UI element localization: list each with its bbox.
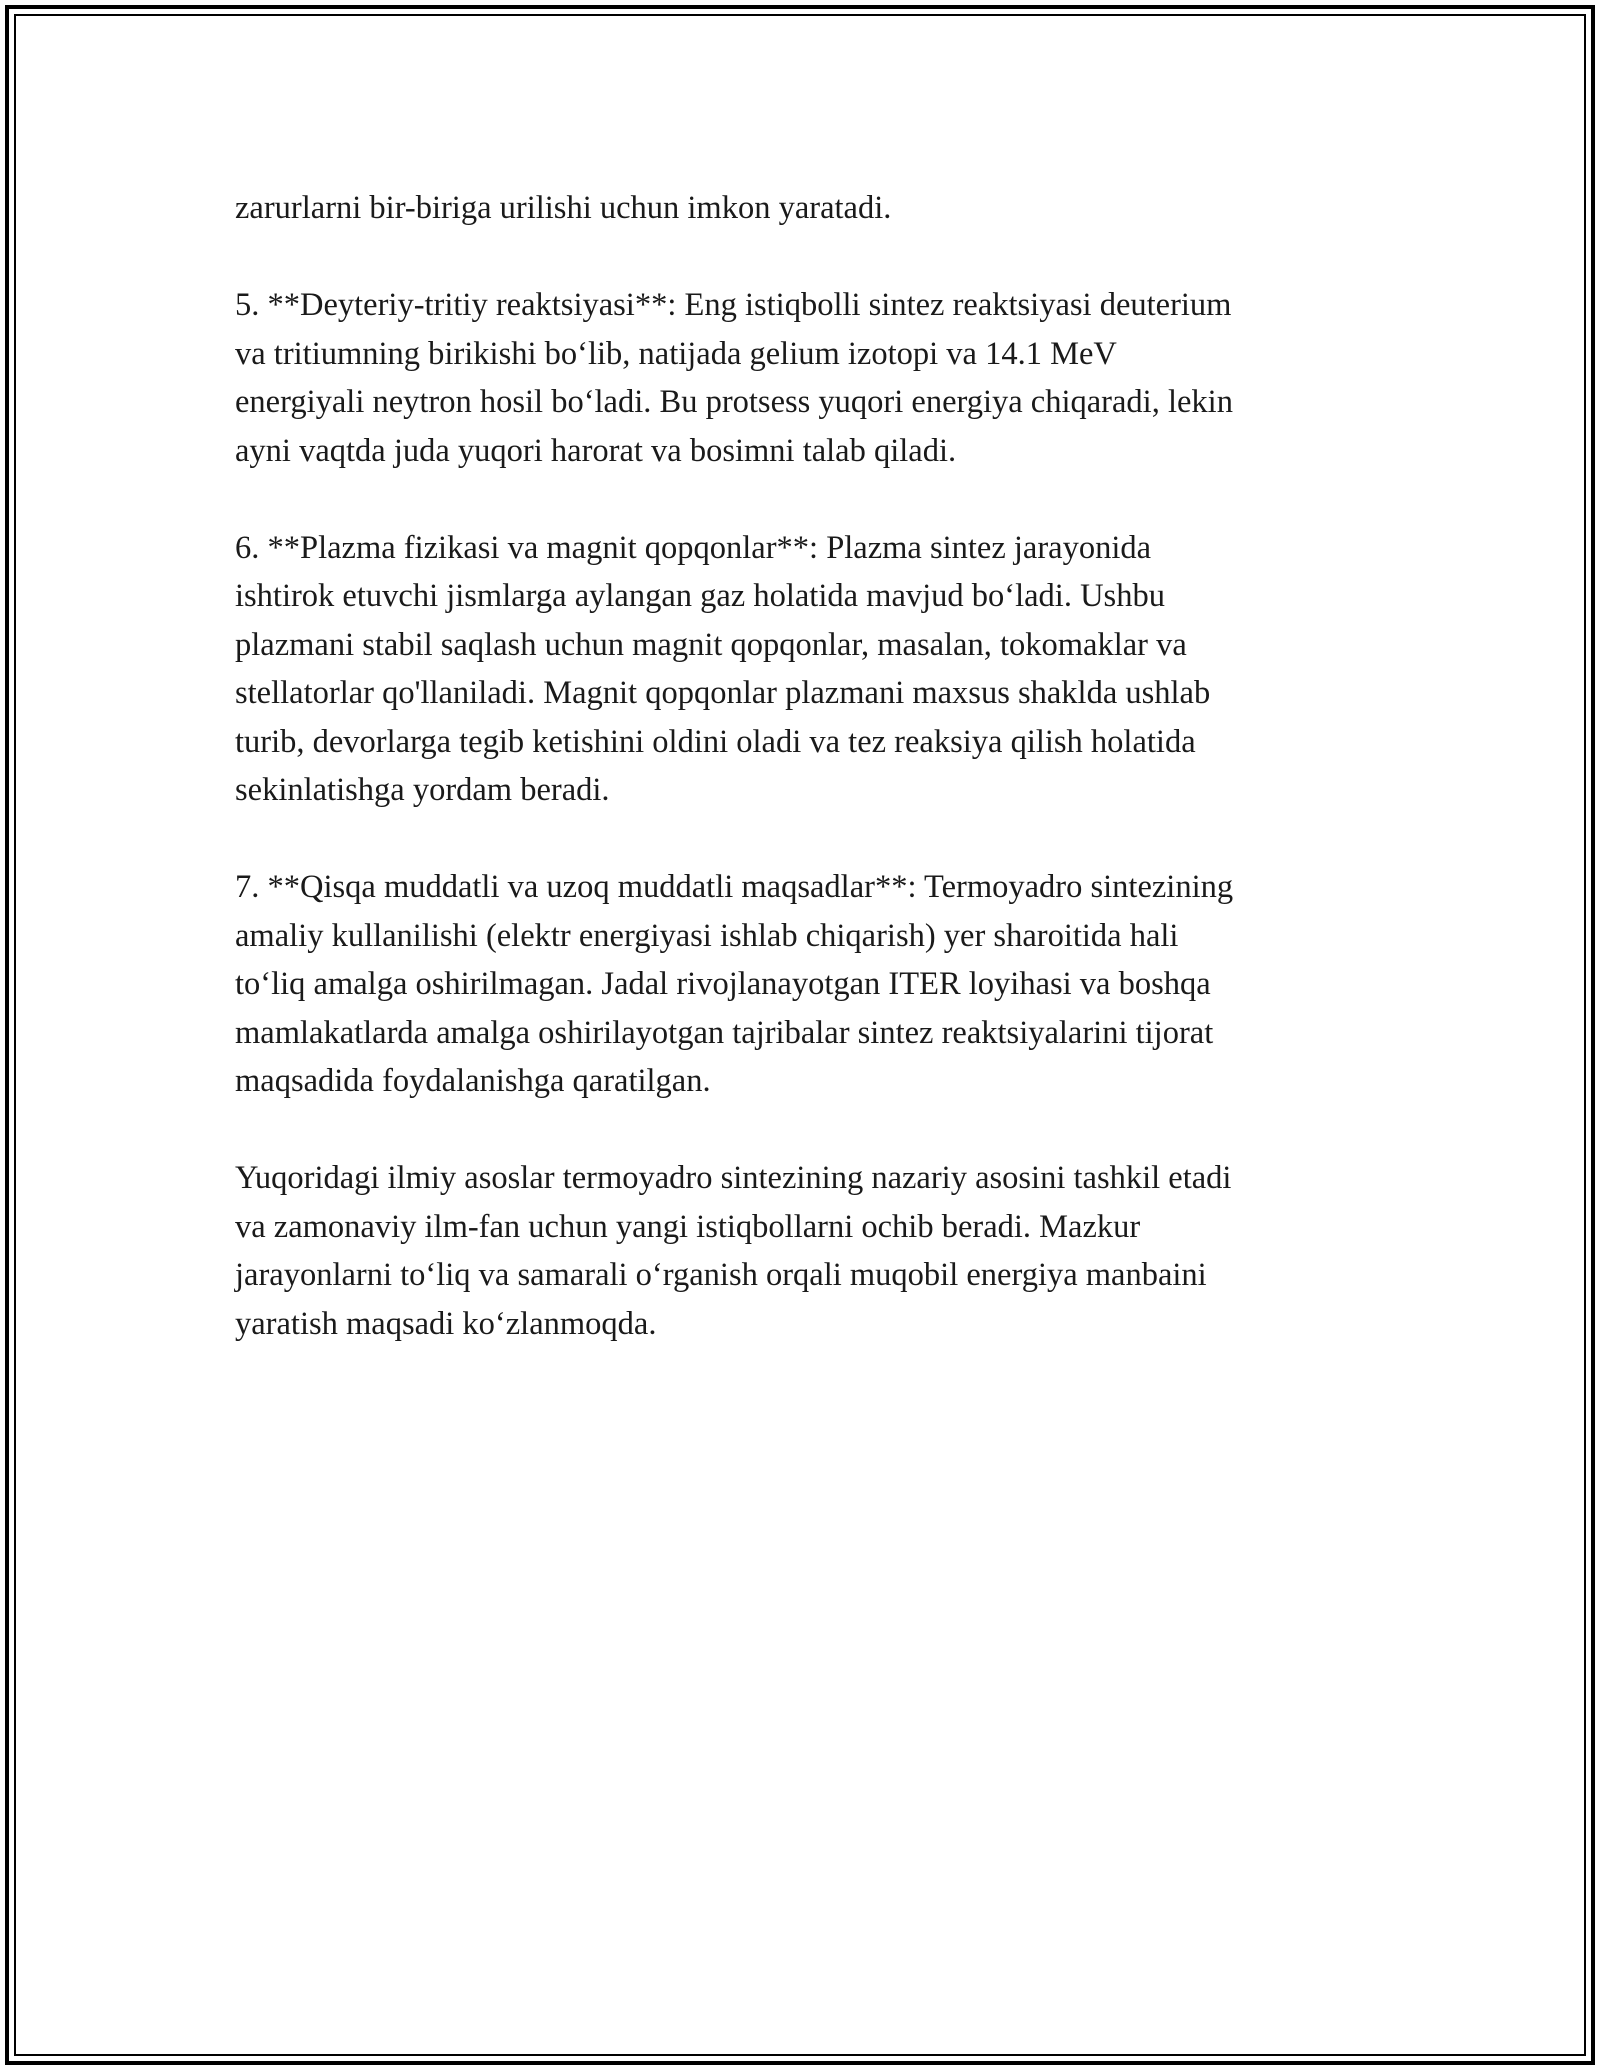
- text-line: zarurlarni bir-biriga urilishi uchun imkon yaratadi.: [235, 190, 892, 226]
- document-body: [235, 184, 1395, 1397]
- text-line: stellatorlar qo'llaniladi. Magnit qopqonlar plazmani maxsus shaklda ushlab: [235, 675, 1211, 711]
- text-line: Yuqoridagi ilmiy asoslar termoyadro sintezining nazariy asosini tashkil etadi: [235, 1160, 1232, 1196]
- text-line: ishtirok etuvchi jismlarga aylangan gaz holatida mavjud bo‘ladi. Ushbu: [235, 578, 1165, 614]
- text-line: mamlakatlarda amalga oshirilayotgan tajribalar sintez reaktsiyalarini tijorat: [235, 1014, 1214, 1051]
- paragraph-intro-continuation: [235, 184, 1395, 233]
- text-line: va zamonaviy ilm-fan uchun yangi istiqbollarni ochib beradi. Mazkur: [235, 1208, 1141, 1245]
- text-line: turib, devorlarga tegib ketishini oldini oladi va tez reaksiya qilish holatida: [235, 723, 1196, 760]
- text-line: plazmani stabil saqlash uchun magnit qopqonlar, masalan, tokomaklar va: [235, 626, 1187, 663]
- text-line: jarayonlarni to‘liq va samarali o‘rganish orqali muqobil energiya manbaini: [235, 1257, 1207, 1293]
- paragraph-item-7: [235, 863, 1395, 1106]
- text-line: sekinlatishga yordam beradi.: [235, 772, 610, 808]
- text-line: amaliy kullanilishi (elektr energiyasi ishlab chiqarish) yer sharoitida hali: [235, 917, 1179, 954]
- text-line: 5. **Deyteriy-tritiy reaktsiyasi**: Eng istiqbolli sintez reaktsiyasi deuterium: [235, 287, 1232, 323]
- text-line: va tritiumning birikishi bo‘lib, natijada gelium izotopi va 14.1 MeV: [235, 335, 1117, 372]
- paragraph-item-5: [235, 281, 1395, 475]
- paragraph-conclusion: [235, 1154, 1395, 1348]
- text-line: yaratish maqsadi ko‘zlanmoqda.: [235, 1305, 657, 1342]
- paragraph-item-6: [235, 524, 1395, 815]
- text-line: to‘liq amalga oshirilmagan. Jadal rivojlanayotgan ITER loyihasi va boshqa: [235, 966, 1211, 1002]
- text-line: 6. **Plazma fizikasi va magnit qopqonlar**: Plazma sintez jarayonida: [235, 529, 1152, 566]
- text-line: energiyali neytron hosil bo‘ladi. Bu protsess yuqori energiya chiqaradi, lekin: [235, 384, 1233, 420]
- text-line: 7. **Qisqa muddatli va uzoq muddatli maqsadlar**: Termoyadro sintezining: [235, 869, 1234, 905]
- text-line: ayni vaqtda juda yuqori harorat va bosimni talab qiladi.: [235, 432, 957, 469]
- text-line: maqsadida foydalanishga qaratilgan.: [235, 1063, 711, 1099]
